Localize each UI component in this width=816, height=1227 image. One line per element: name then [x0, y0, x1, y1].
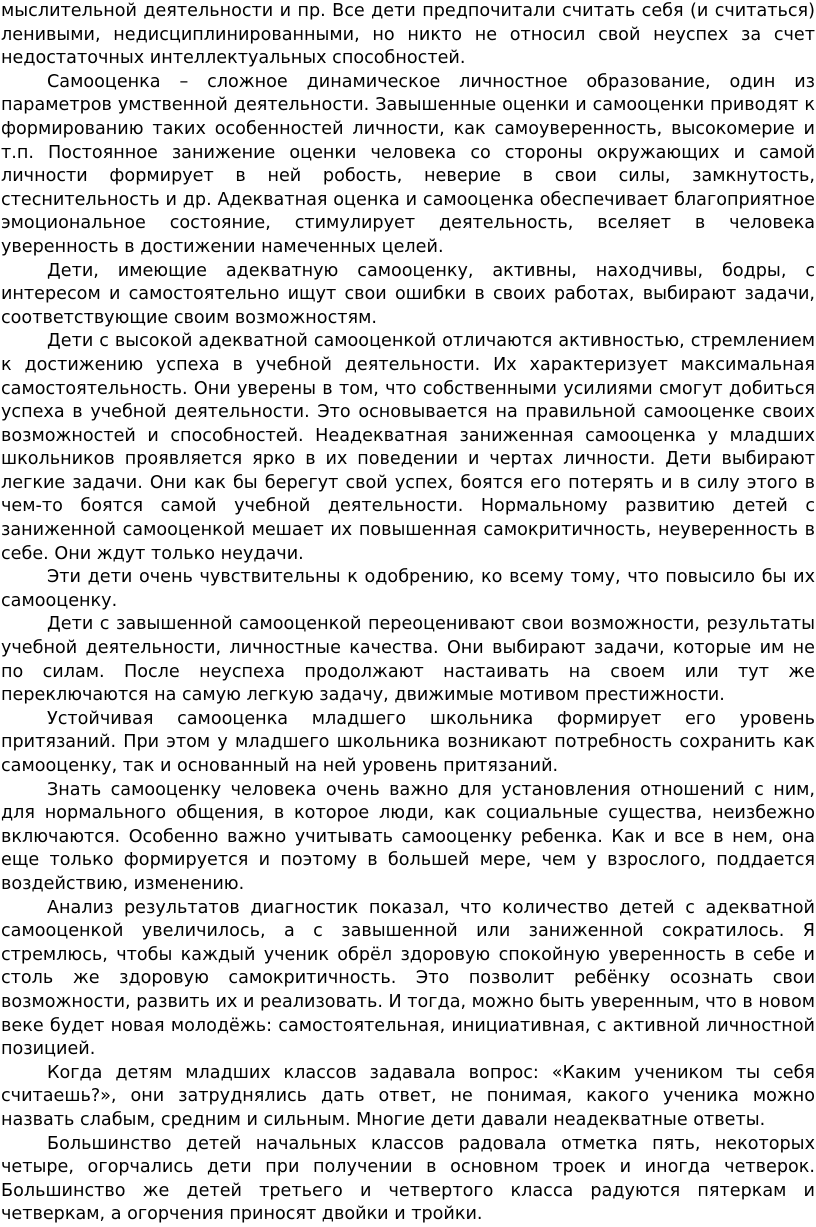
paragraph-3: Дети, имеющие адекватную самооценку, активны, находчивы, бодры, с интересом и самостоятельно ищут свои ошибки в своих работах, выбирают задачи, соответствующие своим возможностям.: [1, 260, 815, 328]
paragraph-5: Эти дети очень чувствительны к одобрению, ко всему тому, что повысило бы их самооценку.: [1, 567, 815, 611]
paragraph-7: Устойчивая самооценка младшего школьника формирует его уровень притязаний. При этом у младшего школьника возникают потребность сохранить как самооценку, так и основанный на ней уровень притязаний.: [1, 708, 815, 776]
paragraph-8: Знать самооценку человека очень важно для установления отношений с ним, для нормального общения, в которое люди, как социальные существа, неизбежно включаются. Особенно важно учитывать самооценку ребенка. Как и все в нем, она еще только формируется и поэтому в большей мере, чем у взрослого, поддается воздействию, изменению.: [1, 779, 815, 894]
paragraph-9: Анализ результатов диагностик показал, что количество детей с адекватной самооценкой увеличилось, а с завышенной или заниженной сократилось. Я стремлюсь, чтобы каждый ученик обрёл здоровую спокойную уверенность в себе и столь же здоровую самокритичность. Это позволит ребёнку осознать свои возможности, развить их и реализовать. И тогда, можно быть уверенным, что в новом веке будет новая молодёжь: самостоятельная, инициативная, с активной личностной позицией.: [1, 897, 815, 1060]
paragraph-1: мыслительной деятельности и пр. Все дети предпочитали считать себя (и считаться) ленивыми, недисциплинированными, но никто не относил свой неуспех за счет недостаточных интеллектуальных способностей.: [1, 1, 815, 69]
paragraph-4: Дети с высокой адекватной самооценкой отличаются активностью, стремлением к достижению успеха в учебной деятельности. Их характеризует максимальная самостоятельность. Они уверены в том, что собственными усилиями смогут добиться успеха в учебной деятельности. Это основывается на правильной самооценке своих возможностей и способностей. Неадекватная заниженная самооценка у младших школьников проявляется ярко в их поведении и чертах личности. Дети выбирают легкие задачи. Они как бы берегут свой успех, боятся его потерять и в силу этого в чем-то боятся самой учебной деятельности. Нормальному развитию детей с заниженной самооценкой мешает их повышенная самокритичность, неуверенность в себе. Они ждут только неудачи.: [1, 331, 815, 564]
paragraph-6: Дети с завышенной самооценкой переоценивают свои возможности, результаты учебной деятельности, личностные качества. Они выбирают задачи, которые им не по силам. После неуспеха продолжают настаивать на своем или тут же переключаются на самую легкую задачу, движимые мотивом престижности.: [1, 614, 815, 706]
paragraph-11: Большинство детей начальных классов радовала отметка пять, некоторых четыре, огорчались дети при получении в основном троек и иногда четверок. Большинство же детей третьего и четвертого класса радуются пятеркам и четверкам, а огорчения приносят двойки и тройки.: [1, 1133, 815, 1225]
paragraph-2: Самооценка – сложное динамическое личностное образование, один из параметров умственной деятельности. Завышенные оценки и самооценки приводят к формированию таких особенностей личности, как самоуверенность, высокомерие и т.п. Постоянное занижение оценки человека со стороны окружающих и самой личности формирует в ней робость, неверие в свои силы, замкнутость, стеснительность и др. Адекватная оценка и самооценка обеспечивает благоприятное эмоциональное состояние, стимулирует деятельность, вселяет в человека уверенность в достижении намеченных целей.: [1, 71, 815, 257]
paragraph-10: Когда детям младших классов задавала вопрос: «Каким учеником ты себя считаешь?», они затруднялись дать ответ, не понимая, какого ученика можно назвать слабым, средним и сильным. Многие дети давали неадекватные ответы.: [1, 1062, 815, 1130]
